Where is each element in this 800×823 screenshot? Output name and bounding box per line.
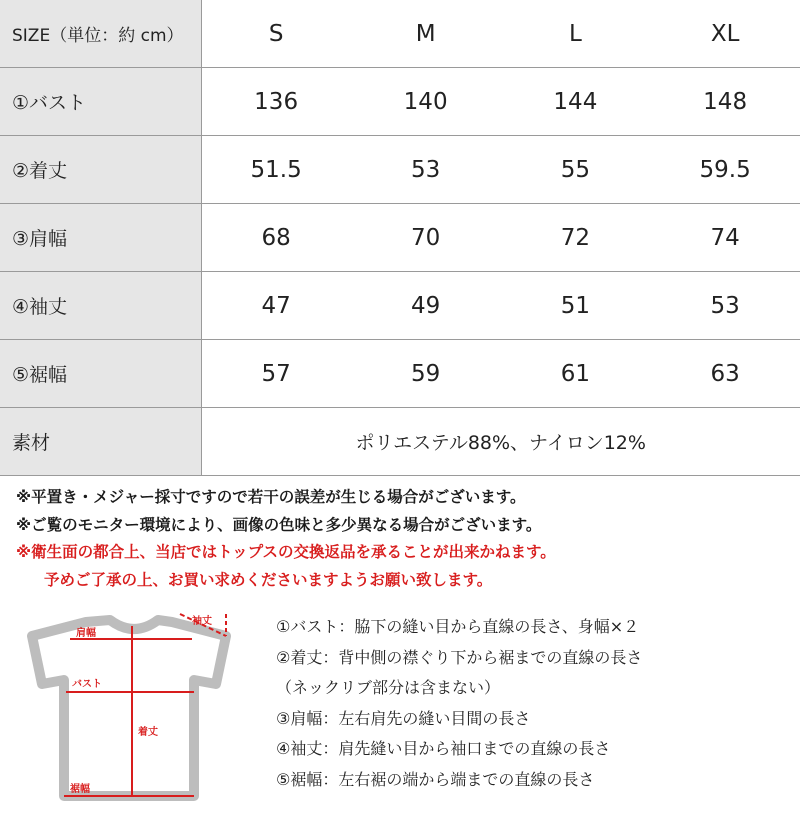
note-acknowledge: 予めご了承の上、お買い求めくださいますようお願い致します。	[44, 570, 493, 589]
table-cell: 70	[351, 204, 501, 272]
definition-hem: ⑤裾幅：左右裾の端から端までの直線の長さ	[276, 769, 595, 789]
table-row	[0, 136, 800, 204]
note-measurement: ※平置き・メジャー採寸ですので若干の誤差が生じる場合がございます。	[16, 488, 526, 506]
table-row	[0, 272, 800, 340]
row-label: ②着丈	[0, 136, 201, 204]
definition-sleeve: ④袖丈：肩先縫い目から袖口までの直線の長さ	[276, 739, 611, 758]
note-color: ※ご覧のモニター環境により、画像の色味と多少異なる場合がございます。	[16, 515, 542, 534]
definition-length: ②着丈：背中側の襟ぐり下から裾までの直線の長さ	[276, 647, 643, 667]
size-header: M	[351, 0, 501, 68]
table-cell: 136	[201, 68, 351, 136]
definition-length-note: （ネックリブ部分は含まない）	[276, 678, 501, 697]
tshirt-measurement-diagram	[22, 606, 248, 813]
table-row	[0, 204, 800, 272]
notes	[16, 484, 796, 594]
table-header-label: SIZE（単位：約 cm）	[0, 0, 201, 68]
table-cell: 59	[351, 340, 501, 408]
table-cell: 51.5	[201, 136, 351, 204]
table-cell: 140	[351, 68, 501, 136]
sleeve-label: 袖丈	[192, 616, 212, 627]
table-cell: 59.5	[650, 136, 800, 204]
table-cell: 74	[650, 204, 800, 272]
row-label: ③肩幅	[0, 204, 201, 272]
table-cell: 68	[201, 204, 351, 272]
size-header: XL	[650, 0, 800, 68]
table-header-row	[0, 0, 800, 68]
table-cell: 55	[501, 136, 651, 204]
hem-label: 裾幅	[70, 784, 90, 795]
note-no-returns: ※衛生面の都合上、当店ではトップスの交換返品を承ることが出来かねます。	[16, 543, 556, 561]
table-cell: 63	[650, 340, 800, 408]
table-cell: 57	[201, 340, 351, 408]
row-label: ①バスト	[0, 68, 201, 136]
shoulder-label: 肩幅	[76, 628, 96, 639]
table-cell: 144	[501, 68, 651, 136]
definition-shoulder: ③肩幅：左右肩先の縫い目間の長さ	[276, 708, 531, 728]
definitions	[276, 612, 642, 795]
definition-bust: ①バスト：脇下の縫い目から直線の長さ、身幅×２	[276, 617, 640, 636]
material-value: ポリエステル88%、ナイロン12%	[201, 408, 800, 476]
row-label: ④袖丈	[0, 272, 201, 340]
table-cell: 53	[650, 272, 800, 340]
table-cell: 49	[351, 272, 501, 340]
table-cell: 148	[650, 68, 800, 136]
bust-label: バスト	[72, 679, 102, 690]
table-cell: 72	[501, 204, 651, 272]
material-label: 素材	[0, 408, 201, 476]
table-row	[0, 340, 800, 408]
row-label: ⑤裾幅	[0, 340, 201, 408]
size-header: L	[501, 0, 651, 68]
table-cell: 51	[501, 272, 651, 340]
size-header: S	[201, 0, 351, 68]
material-row	[0, 408, 800, 476]
table-cell: 47	[201, 272, 351, 340]
length-label: 着丈	[138, 727, 158, 738]
table-cell: 53	[351, 136, 501, 204]
table-row	[0, 68, 800, 136]
table-cell: 61	[501, 340, 651, 408]
tshirt-outline-icon	[32, 620, 226, 796]
